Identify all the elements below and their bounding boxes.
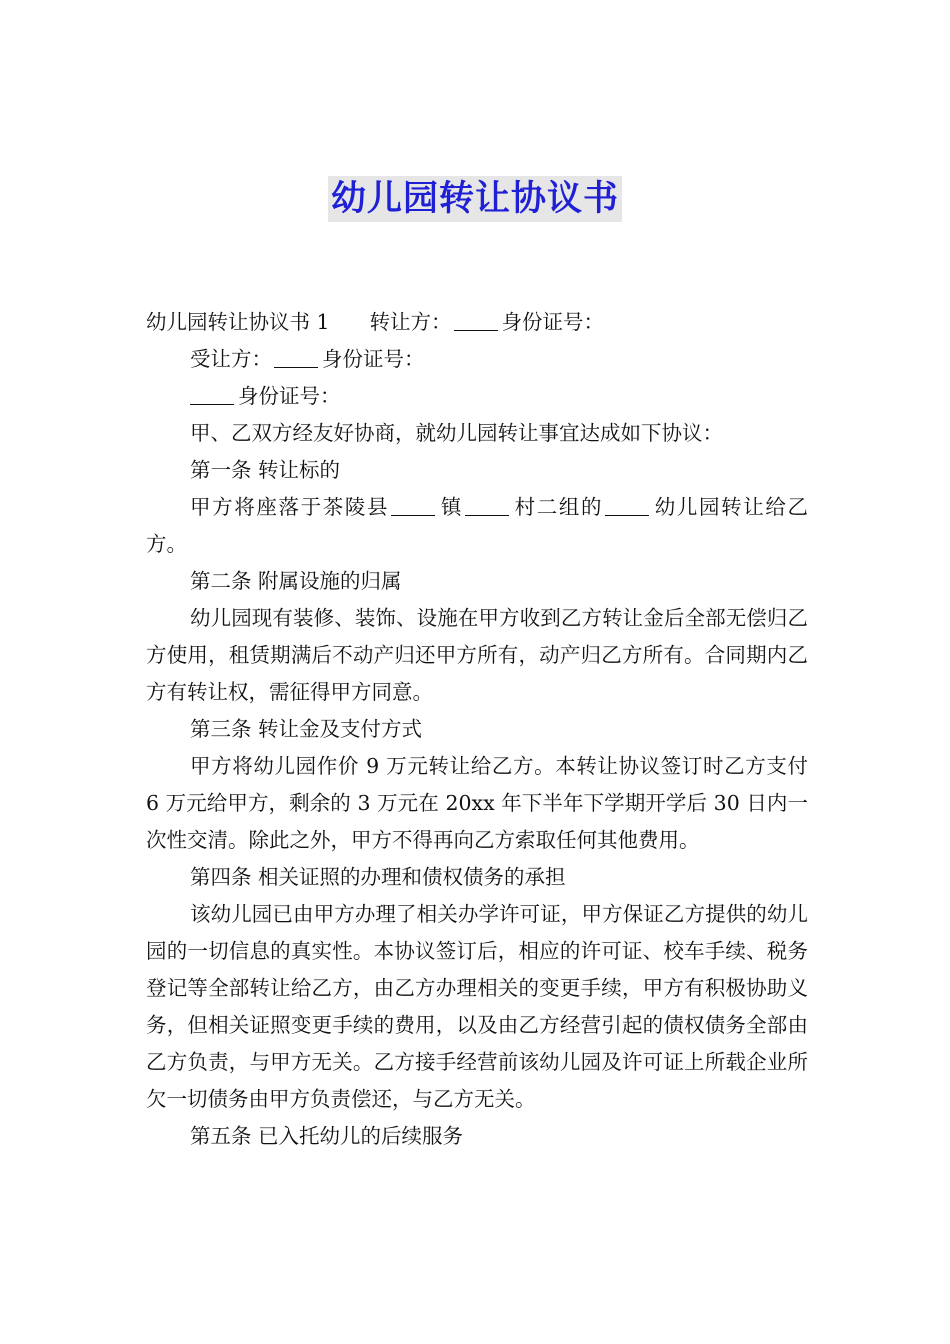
blank-field [454,310,498,331]
agreement-paragraph: 甲、乙双方经友好协商，就幼儿园转让事宜达成如下协议： [190,421,723,445]
article-1-text-c: 村二组的 [512,495,604,519]
document-body [146,304,808,1155]
third-party-line [146,378,808,415]
article-5-heading: 第五条 已入托幼儿的后续服务 [190,1124,464,1148]
intro-line [146,304,808,341]
article-3-heading: 第三条 转让金及支付方式 [190,717,423,741]
document-title: 幼儿园转让协议书 [328,176,622,222]
transferee-label: 受让方： [190,347,272,371]
article-1-text-b: 镇 [439,495,463,519]
article-3-text: 甲方将幼儿园作价 9 万元转让给乙方。本转让协议签订时乙方支付 6 万元给甲方，剩余的 3 万元在 20xx 年下半年下学期开学后 30 日内一次性交清。除此之外，甲方不得再向乙方索取任何其他费用。 [146,754,808,852]
article-1-heading: 第一条 转让标的 [190,458,341,482]
article-1-text-a: 甲方将座落于茶陵县 [190,495,390,519]
third-id-label: 身份证号： [238,384,341,408]
article-2-heading: 第二条 附属设施的归属 [190,569,402,593]
transferee-id-label: 身份证号： [322,347,425,371]
blank-field [605,495,649,516]
article-4-heading: 第四条 相关证照的办理和债权债务的承担 [190,865,566,889]
blank-field [465,495,509,516]
article-1-text [146,489,808,563]
intro-heading: 幼儿园转让协议书 1 [146,310,330,334]
article-4-text: 该幼儿园已由甲方办理了相关办学许可证，甲方保证乙方提供的幼儿园的一切信息的真实性。本协议签订后，相应的许可证、校车手续、税务登记等全部转让给乙方，由乙方办理相关的变更手续，甲方有积极协助义务，但相关证照变更手续的费用，以及由乙方经营引起的债权债务全部由乙方负责，与甲方无关。乙方接手经营前该幼儿园及许可证上所载企业所欠一切债务由甲方负责偿还，与乙方无关。 [146,902,808,1111]
transferee-line [146,341,808,378]
transferor-id-label: 身份证号： [501,310,605,334]
article-1-text-d: 幼儿园转让给乙方。 [146,495,809,556]
blank-field [391,495,435,516]
transferor-label: 转让方： [369,310,452,334]
article-2-text: 幼儿园现有装修、装饰、设施在甲方收到乙方转让金后全部无偿归乙方使用，租赁期满后不动产归还甲方所有，动产归乙方所有。合同期内乙方有转让权，需征得甲方同意。 [146,606,808,704]
blank-field [190,384,234,405]
blank-field [274,347,318,368]
title-block [0,176,950,222]
